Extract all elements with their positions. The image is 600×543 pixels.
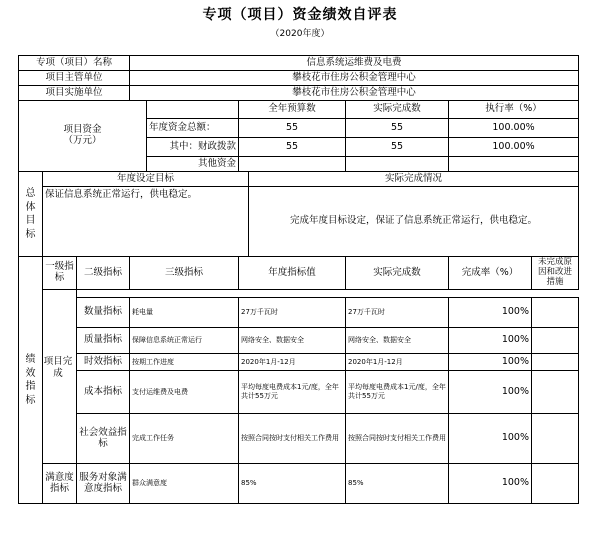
funds-total-label: 年度资金总额： (147, 119, 239, 138)
reason-satisfaction (532, 464, 579, 504)
header-level2: 二级指标 (77, 257, 130, 290)
overall-goal-label (19, 172, 43, 257)
annual-target-text: 保证信息系统正常运行，供电稳定。 (43, 187, 249, 257)
actual-timeliness: 2020年1月-12月 (346, 354, 449, 371)
reason-quantity (532, 298, 579, 328)
target-cost: 平均每度电费成本1元/度，全年共计55万元 (239, 371, 346, 414)
implementing-unit-value: 攀枝花市住房公积金管理中心 (130, 86, 579, 101)
funds-total-rate: 100.00% (449, 119, 579, 138)
reason-cost (532, 371, 579, 414)
funds-fiscal-budget: 55 (239, 138, 346, 157)
reason-timeliness (532, 354, 579, 371)
funds-fiscal-rate: 100.00% (449, 138, 579, 157)
header-target: 年度指标值 (239, 257, 346, 290)
group-project-completion-label: 项目完成 (43, 356, 73, 380)
target-timeliness: 2020年1月-12月 (239, 354, 346, 371)
funds-fiscal-actual: 55 (346, 138, 449, 157)
indicator-social-benefit: 社会效益指标 (77, 414, 130, 464)
perf-label-char: 效 (25, 367, 36, 379)
header-rate: 完成率（%） (449, 257, 532, 290)
supervising-unit-value: 攀枝花市住房公积金管理中心 (130, 71, 579, 86)
perf-label-char: 标 (25, 394, 36, 406)
actual-completion-text: 完成年度目标设定，保证了信息系统正常运行，供电稳定。 (249, 187, 579, 257)
l3-satisfaction: 群众满意度 (130, 464, 239, 504)
header-reason: 未完成原因和改进措施 (532, 257, 579, 290)
l3-social-benefit: 完成工作任务 (130, 414, 239, 464)
l3-timeliness: 按期工作进度 (130, 354, 239, 371)
header-actual: 实际完成数 (346, 257, 449, 290)
rate-satisfaction: 100% (449, 464, 532, 504)
funds-header-actual: 实际完成数 (346, 101, 449, 119)
page-subtitle: （2020年度） (270, 29, 330, 39)
actual-satisfaction: 85% (346, 464, 449, 504)
perf-label-char: 绩 (25, 354, 36, 365)
indicator-timeliness: 时效指标 (77, 354, 130, 371)
performance-indicators-label (19, 257, 43, 504)
target-quality: 网络安全、数据安全 (239, 328, 346, 354)
l3-cost: 支付运维费及电费 (130, 371, 239, 414)
project-funds-label (19, 101, 147, 172)
rate-cost: 100% (449, 371, 532, 414)
funds-other-rate (449, 157, 579, 172)
indicator-quality: 质量指标 (77, 328, 130, 354)
project-name-label: 专项（项目）名称 (19, 56, 130, 71)
header-level3: 三级指标 (130, 257, 239, 290)
funds-label-line1: 项目资金 (63, 124, 102, 136)
reason-quality (532, 328, 579, 354)
spacer-row (77, 290, 579, 298)
actual-quantity: 27万千瓦时 (346, 298, 449, 328)
funds-header-budget: 全年预算数 (239, 101, 346, 119)
funds-fiscal-label: 其中：财政拨款 (147, 138, 239, 157)
page-title: 专项（项目）资金绩效自评表 (202, 7, 398, 23)
funds-total-actual: 55 (346, 119, 449, 138)
rate-quantity: 100% (449, 298, 532, 328)
target-quantity: 27万千瓦时 (239, 298, 346, 328)
funds-header-rate: 执行率（%） (449, 101, 579, 119)
overall-label-char: 标 (25, 228, 36, 240)
funds-other-budget (239, 157, 346, 172)
evaluation-table (18, 55, 579, 504)
project-name-value: 信息系统运维费及电费 (130, 56, 579, 71)
group-satisfaction: 满意度指标 (43, 464, 77, 504)
header-level1: 一级指标 (43, 257, 77, 290)
target-satisfaction: 85% (239, 464, 346, 504)
funds-total-budget: 55 (239, 119, 346, 138)
reason-social-benefit (532, 414, 579, 464)
implementing-unit-label: 项目实施单位 (19, 86, 130, 101)
rate-quality: 100% (449, 328, 532, 354)
funds-other-actual (346, 157, 449, 172)
target-social-benefit: 按照合同按时支付相关工作费用 (239, 414, 346, 464)
funds-header-spacer (147, 101, 239, 119)
rate-timeliness: 100% (449, 354, 532, 371)
perf-label-char: 指 (25, 381, 36, 392)
l3-quantity: 耗电量 (130, 298, 239, 328)
overall-label-char: 体 (25, 201, 36, 213)
funds-label-line2: （万元） (63, 135, 102, 146)
actual-cost: 平均每度电费成本1元/度，全年共计55万元 (346, 371, 449, 414)
indicator-satisfaction: 服务对象满意度指标 (77, 464, 130, 504)
indicator-cost: 成本指标 (77, 371, 130, 414)
supervising-unit-label: 项目主管单位 (19, 71, 130, 86)
annual-target-header: 年度设定目标 (43, 172, 249, 187)
overall-label-char: 目 (25, 215, 36, 226)
actual-completion-header: 实际完成情况 (249, 172, 579, 187)
overall-label-char: 总 (25, 188, 36, 199)
actual-quality: 网络安全、数据安全 (346, 328, 449, 354)
l3-quality: 保障信息系统正常运行 (130, 328, 239, 354)
funds-other-label: 其他资金 (147, 157, 239, 172)
actual-social-benefit: 按照合同按时支付相关工作费用 (346, 414, 449, 464)
rate-social-benefit: 100% (449, 414, 532, 464)
indicator-quantity: 数量指标 (77, 298, 130, 328)
